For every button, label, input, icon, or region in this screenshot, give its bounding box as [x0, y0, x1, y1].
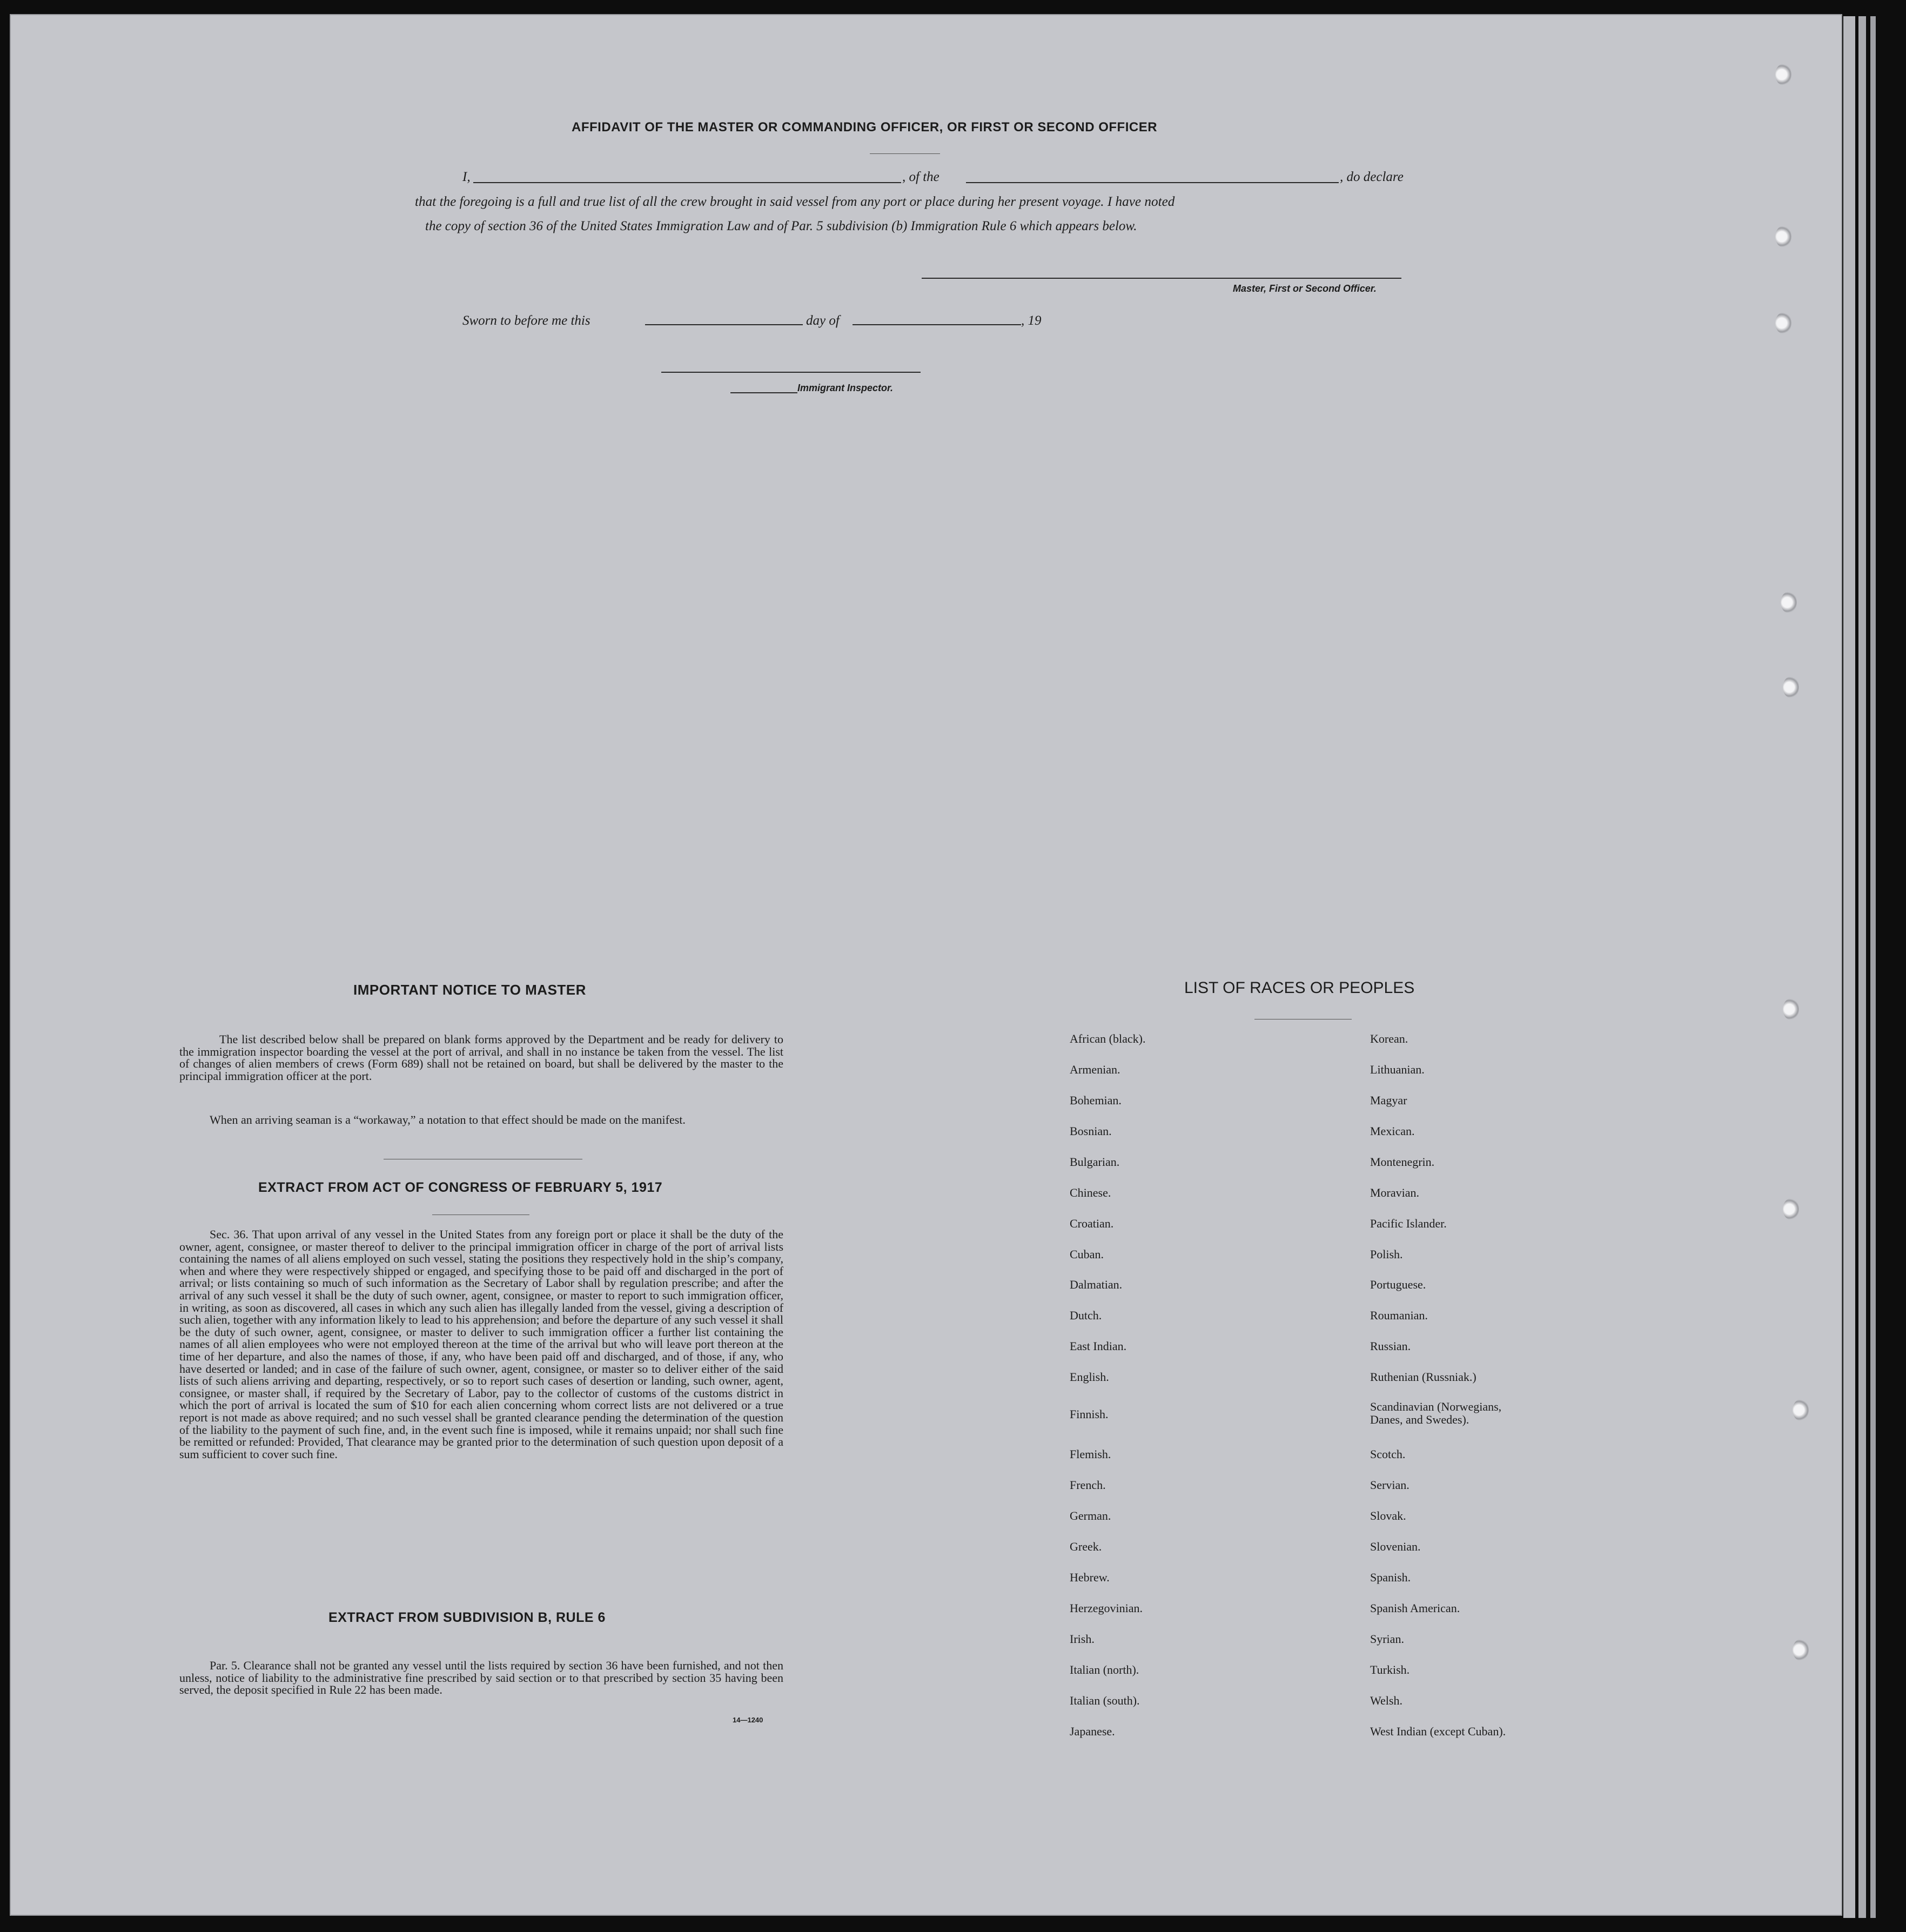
race-item: Herzegovinian.	[1070, 1601, 1143, 1615]
vessel-name-line[interactable]	[966, 182, 1339, 183]
race-item: Servian.	[1370, 1478, 1410, 1492]
race-item: Lithuanian.	[1370, 1063, 1425, 1076]
inspector-prefix-line	[730, 392, 797, 393]
race-item: Hebrew.	[1070, 1571, 1110, 1584]
binder-hole-icon	[1783, 998, 1799, 1020]
declarant-name-line[interactable]	[473, 182, 901, 183]
race-item: German.	[1070, 1509, 1111, 1522]
binder-hole-icon	[1775, 312, 1791, 334]
race-item: Polish.	[1370, 1247, 1403, 1261]
signature-caption: Master, First or Second Officer.	[1233, 283, 1377, 294]
race-item: Spanish American.	[1370, 1601, 1460, 1615]
page-edge	[1870, 16, 1876, 1918]
binder-hole-icon	[1783, 676, 1799, 698]
race-item: Cuban.	[1070, 1247, 1104, 1261]
form-number: 14—1240	[733, 1716, 763, 1724]
race-item: Italian (north).	[1070, 1663, 1139, 1676]
rule-extract-title: EXTRACT FROM SUBDIVISION B, RULE 6	[328, 1610, 606, 1625]
declaration-line-2: that the foregoing is a full and true list of all the crew brought in said vessel from any port or place during her present voyage. I have noted	[415, 194, 1175, 209]
affidavit-title: AFFIDAVIT OF THE MASTER OR COMMANDING OFFICER, OR FIRST OR SECOND OFFICER	[572, 120, 1158, 135]
race-item: Portuguese.	[1370, 1278, 1426, 1291]
race-item: Russian.	[1370, 1339, 1411, 1353]
race-item: East Indian.	[1070, 1339, 1127, 1353]
notice-paragraph-1: The list described below shall be prepared on blank forms approved by the Department and be ready for delivery to the immigration inspector boarding the vessel at the port of arrival, and shall in no instance be taken from the vessel. The list of changes of alien members of crews (Form 689) shall not be retained on board, but shall be delivered by the master to the principal immigration officer at the port.	[179, 1032, 783, 1083]
binder-hole-icon	[1793, 1399, 1809, 1421]
race-item: Slovenian.	[1370, 1540, 1421, 1553]
race-item: Montenegrin.	[1370, 1155, 1435, 1169]
race-item: Magyar	[1370, 1094, 1407, 1107]
do-declare-label: , do declare	[1340, 170, 1404, 184]
divider	[870, 153, 940, 154]
race-item: Pacific Islander.	[1370, 1217, 1447, 1230]
race-item: Mexican.	[1370, 1124, 1415, 1138]
race-item: Bulgarian.	[1070, 1155, 1120, 1169]
notice-paragraph-2: When an arriving seaman is a “workaway,” a notation to that effect should be made on the manifest.	[210, 1113, 686, 1126]
binder-hole-icon	[1775, 64, 1791, 85]
sworn-day-line[interactable]	[645, 324, 803, 325]
sworn-label: Sworn to before me this	[462, 313, 590, 328]
race-item: West Indian (except Cuban).	[1370, 1725, 1506, 1738]
race-item: Korean.	[1370, 1032, 1408, 1045]
section-36-text: Sec. 36. That upon arrival of any vessel in the United States from any foreign port or place it shall be the duty of the owner, agent, consignee, or master thereof to deliver to the principal immigration officer in charge of the port of arrival lists containing the names of all aliens employed on such vessel, stating the positions they respectively hold in the ship’s company, when and where they were respectively shipped or engaged, and specifying those to be paid off and discharged in the port of arrival; or lists containing so much of such information as the Secretary of Labor shall by regulation prescribe; and after the arrival of any such vessel it shall be the duty of such owner, agent, consignee, or master to report to such immigration officer, in writing, as soon as discovered, all cases in which any such alien has illegally landed from the vessel, giving a description of such alien, together with any information likely to lead to his apprehension; and before the departure of any such vessel it shall be the duty of such owner, agent, consignee, or master to deliver to such immigration officer a further list containing the names of all alien employees who were not employed thereon at the time of the arrival but who will leave port thereon at the time of her departure, and also the names of those, if any, who have been paid off and discharged, and of those, if any, who have deserted or landed; and in case of the failure of such owner, agent, consignee, or master so to deliver either of the said lists of such aliens arriving and departing, respectively, or so to report such cases of desertion or landing, such owner, agent, consignee, or master shall, if required by the Secretary of Labor, pay to the collector of customs of the customs district in which the port of arrival is located the sum of $10 for each alien concerning whom correct lists are not delivered or a true report is not made as above required; and no such vessel shall be granted clearance pending the determination of the question of the liability to the payment of such fine, and, in the event such fine is imposed, while it remains unpaid; nor shall such fine be remitted or refunded: Provided, That clearance may be granted prior to the determination of such question upon deposit of a sum sufficient to cover such fine.	[179, 1227, 783, 1461]
race-item: African (black).	[1070, 1032, 1146, 1045]
race-item: Moravian.	[1370, 1186, 1420, 1199]
race-item: Japanese.	[1070, 1725, 1115, 1738]
inspector-signature-line[interactable]	[661, 372, 921, 373]
race-item: Syrian.	[1370, 1632, 1404, 1646]
race-item: Bosnian.	[1070, 1124, 1112, 1138]
binder-hole-icon	[1783, 1198, 1799, 1220]
of-the-label: , of the	[902, 170, 939, 184]
notice-title: IMPORTANT NOTICE TO MASTER	[353, 982, 586, 998]
binder-hole-icon	[1775, 226, 1791, 247]
race-item: Finnish.	[1070, 1407, 1109, 1421]
race-item: Italian (south).	[1070, 1694, 1140, 1707]
race-item: Scotch.	[1370, 1447, 1406, 1461]
binder-hole-icon	[1793, 1639, 1809, 1661]
races-title: LIST OF RACES OR PEOPLES	[1184, 979, 1415, 997]
master-signature-line[interactable]	[922, 278, 1401, 279]
race-item: Flemish.	[1070, 1447, 1111, 1461]
race-item: Chinese.	[1070, 1186, 1111, 1199]
race-item: English.	[1070, 1370, 1109, 1384]
race-item: Welsh.	[1370, 1694, 1402, 1707]
rule-6-text: Par. 5. Clearance shall not be granted any vessel until the lists required by section 36 have been furnished, and not then unless, notice of liability to the administrative fine prescribed by said section or to that prescribed by section 35 having been served, the deposit specified in Rule 22 has been made.	[179, 1659, 783, 1697]
sworn-month-line[interactable]	[853, 324, 1021, 325]
race-item: Bohemian.	[1070, 1094, 1122, 1107]
race-item: Croatian.	[1070, 1217, 1114, 1230]
page-edge	[1843, 16, 1855, 1918]
binder-hole-icon	[1781, 592, 1797, 613]
act-extract-title: EXTRACT FROM ACT OF CONGRESS OF FEBRUARY 5, 1917	[258, 1180, 663, 1195]
form-sheet	[10, 14, 1842, 1916]
race-item: Greek.	[1070, 1540, 1102, 1553]
page-edge	[1858, 16, 1866, 1918]
day-of-label: day of	[806, 313, 840, 328]
race-item: Dutch.	[1070, 1309, 1102, 1322]
race-item: Slovak.	[1370, 1509, 1406, 1522]
race-item: Roumanian.	[1370, 1309, 1428, 1322]
race-item: Dalmatian.	[1070, 1278, 1123, 1291]
declaration-line-3: the copy of section 36 of the United States Immigration Law and of Par. 5 subdivision (b) Immigration Rule 6 which appears below.	[425, 219, 1137, 233]
race-item: French.	[1070, 1478, 1106, 1492]
declarant-label: I,	[462, 170, 471, 184]
inspector-caption: Immigrant Inspector.	[797, 383, 894, 393]
race-item: Armenian.	[1070, 1063, 1120, 1076]
race-item: Ruthenian (Russniak.)	[1370, 1370, 1477, 1384]
race-item: Scandinavian (Norwegians, Danes, and Swedes).	[1370, 1400, 1502, 1426]
race-item: Turkish.	[1370, 1663, 1410, 1676]
race-item: Irish.	[1070, 1632, 1095, 1646]
year-label: , 19	[1021, 313, 1042, 328]
race-item: Spanish.	[1370, 1571, 1411, 1584]
